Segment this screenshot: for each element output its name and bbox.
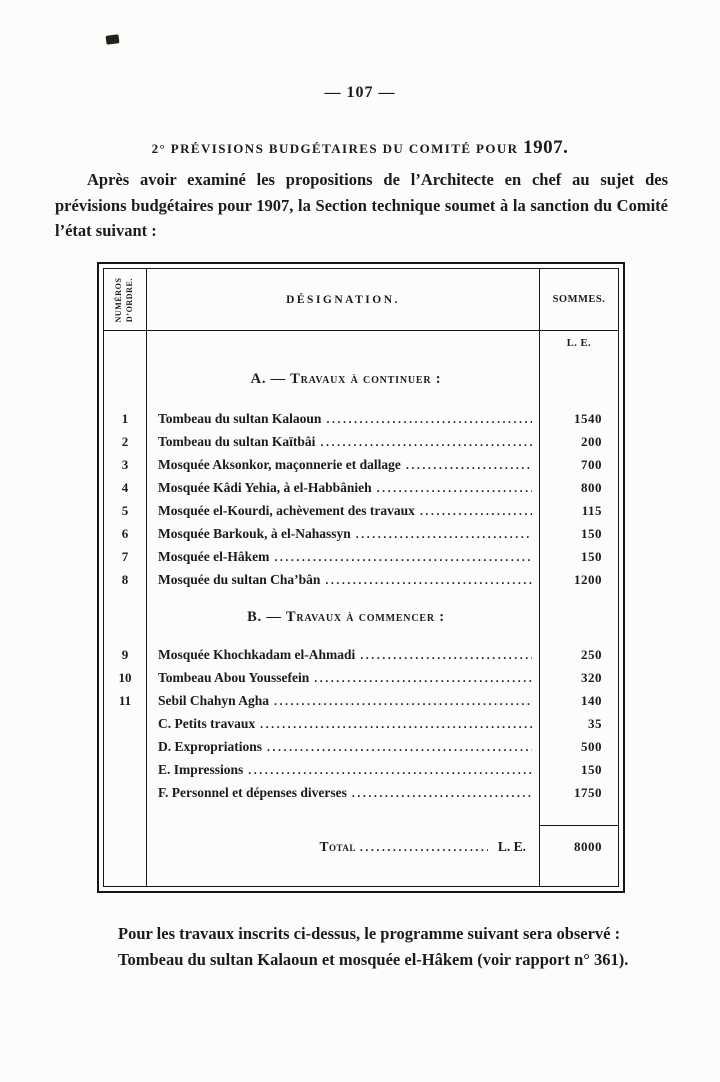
table-row — [104, 758, 618, 781]
table-row — [104, 522, 618, 545]
table-row — [104, 568, 618, 591]
section-heading-text: 2° PRÉVISIONS BUDGÉTAIRES DU COMITÉ POUR — [151, 141, 519, 156]
header-numeros-line2: D’ORDRE. — [125, 277, 134, 322]
row-label-cell — [146, 739, 540, 755]
row-label: Mosquée du sultan Cha’bân — [158, 571, 321, 587]
row-amount: 320 — [581, 669, 602, 685]
table-row — [104, 476, 618, 499]
row-label-cell — [146, 647, 540, 663]
header-numeros-line1: NUMÉROS — [114, 276, 124, 323]
table-row — [104, 499, 618, 522]
row-label: C. Petits travaux — [158, 715, 256, 731]
row-label: F. Personnel et dépenses diverses — [158, 784, 347, 800]
total-amount: 8000 — [574, 839, 602, 854]
rows-group-a — [104, 407, 618, 591]
row-number: 11 — [118, 692, 132, 708]
dot-leader — [360, 840, 488, 855]
row-label-cell — [146, 693, 540, 709]
row-label-cell — [146, 785, 540, 801]
table-row — [104, 453, 618, 476]
section-b-row — [104, 591, 618, 643]
dot-leader — [320, 435, 532, 450]
row-amount: 115 — [581, 502, 602, 518]
row-label-cell — [146, 670, 540, 686]
dot-leader — [326, 412, 532, 427]
ink-smudge — [106, 34, 120, 45]
total-currency: L. E. — [497, 839, 526, 854]
row-label: Tombeau du sultan Kalaoun — [158, 410, 322, 426]
dot-leader — [377, 481, 532, 496]
table-row — [104, 781, 618, 804]
row-label-cell — [146, 503, 540, 519]
row-label: E. Impressions — [158, 761, 244, 777]
row-label: Mosquée el-Hâkem — [158, 548, 270, 564]
row-amount: 200 — [581, 433, 602, 449]
table-bottom-padding — [104, 868, 618, 886]
row-number: 10 — [118, 669, 132, 685]
row-amount: 150 — [581, 525, 602, 541]
section-b-cell — [146, 609, 540, 626]
dot-leader — [325, 573, 532, 588]
row-number: 6 — [121, 525, 129, 541]
row-label-cell — [146, 762, 540, 778]
section-a-label: A. — Travaux à continuer : — [250, 370, 442, 387]
total-row — [104, 826, 618, 868]
row-label: Sebil Chahyn Agha — [158, 692, 270, 708]
currency-label: L. E. — [566, 337, 592, 349]
row-amount: 35 — [588, 715, 602, 731]
row-amount: 700 — [581, 456, 602, 472]
budget-table — [97, 262, 625, 893]
table-spacer — [104, 804, 618, 825]
table-row — [104, 545, 618, 568]
dot-leader — [267, 740, 532, 755]
row-label-cell — [146, 411, 540, 427]
row-amount: 500 — [581, 738, 602, 754]
header-numeros-rotated — [114, 277, 136, 322]
table-row — [104, 689, 618, 712]
total-label-cell — [146, 839, 540, 855]
row-number: 9 — [121, 646, 129, 662]
dot-leader — [260, 717, 532, 732]
row-label: Tombeau du sultan Kaïtbâi — [158, 433, 316, 449]
row-number: 5 — [121, 502, 129, 518]
section-heading — [0, 137, 720, 159]
row-label: D. Expropriations — [158, 738, 263, 754]
dot-leader — [406, 458, 532, 473]
dot-leader — [274, 694, 532, 709]
total-label: Total — [319, 839, 356, 854]
row-label-cell — [146, 480, 540, 496]
row-amount: 1540 — [574, 410, 602, 426]
dot-leader — [248, 763, 532, 778]
rows-group-b — [104, 643, 618, 804]
intro-paragraph: Après avoir examiné les propositions de l’Architecte en chef au sujet des prévisions budgétaires pour 1907, la Section technique soumet à la sanction du Comité l’état suivant : — [55, 170, 668, 241]
table-header-row — [104, 269, 618, 331]
dot-leader — [356, 527, 532, 542]
column-divider-right — [539, 269, 540, 886]
row-number: 3 — [121, 456, 129, 472]
dot-leader — [352, 786, 532, 801]
row-number: 1 — [121, 410, 129, 426]
row-amount: 150 — [581, 761, 602, 777]
budget-table-frame — [103, 268, 619, 887]
row-label: Mosquée el-Kourdi, achèvement des travaux — [158, 502, 415, 518]
row-label-cell — [146, 457, 540, 473]
table-row — [104, 735, 618, 758]
header-numeros — [104, 269, 146, 330]
header-designation: DÉSIGNATION. — [286, 293, 400, 306]
footer-note-line2: Tombeau du sultan Kalaoun et mosquée el-Hâkem (voir rapport n° 361). — [118, 949, 629, 969]
row-label: Mosquée Barkouk, à el-Nahassyn — [158, 525, 351, 541]
column-divider-left — [146, 269, 147, 886]
row-label-cell — [146, 549, 540, 565]
row-number: 2 — [121, 433, 129, 449]
dot-leader — [420, 504, 532, 519]
dot-leader — [360, 648, 532, 663]
row-amount: 140 — [581, 692, 602, 708]
header-sommes: SOMMES. — [552, 294, 606, 305]
dot-leader — [274, 550, 532, 565]
row-label: Mosquée Aksonkor, maçonnerie et dallage — [158, 456, 401, 472]
row-label-cell — [146, 434, 540, 450]
currency-row — [104, 331, 618, 355]
row-amount: 800 — [581, 479, 602, 495]
section-b-label: B. — Travaux à commencer : — [247, 608, 445, 625]
row-amount: 1750 — [574, 784, 602, 800]
row-label: Mosquée Kâdi Yehia, à el-Habbânieh — [158, 479, 372, 495]
table-row — [104, 666, 618, 689]
row-amount: 1200 — [574, 571, 602, 587]
table-row — [104, 712, 618, 735]
row-amount: 250 — [581, 646, 602, 662]
row-number: 8 — [121, 571, 129, 587]
row-label: Tombeau Abou Youssefein — [158, 669, 310, 685]
row-label-cell — [146, 526, 540, 542]
footer-note-line1: Pour les travaux inscrits ci-dessus, le programme suivant sera observé : — [118, 924, 621, 943]
row-number: 4 — [121, 479, 129, 495]
table-row — [104, 643, 618, 666]
table-row — [104, 430, 618, 453]
table-row — [104, 407, 618, 430]
row-label: Mosquée Khochkadam el-Ahmadi — [158, 646, 356, 662]
page-number: — 107 — — [324, 84, 396, 101]
row-amount: 150 — [581, 548, 602, 564]
row-number: 7 — [121, 548, 129, 564]
dot-leader — [314, 671, 532, 686]
section-a-row — [104, 355, 618, 403]
section-heading-year: 1907. — [523, 137, 569, 158]
row-label-cell — [146, 716, 540, 732]
footer-note — [118, 921, 678, 972]
row-label-cell — [146, 572, 540, 588]
section-a-cell — [146, 371, 540, 388]
